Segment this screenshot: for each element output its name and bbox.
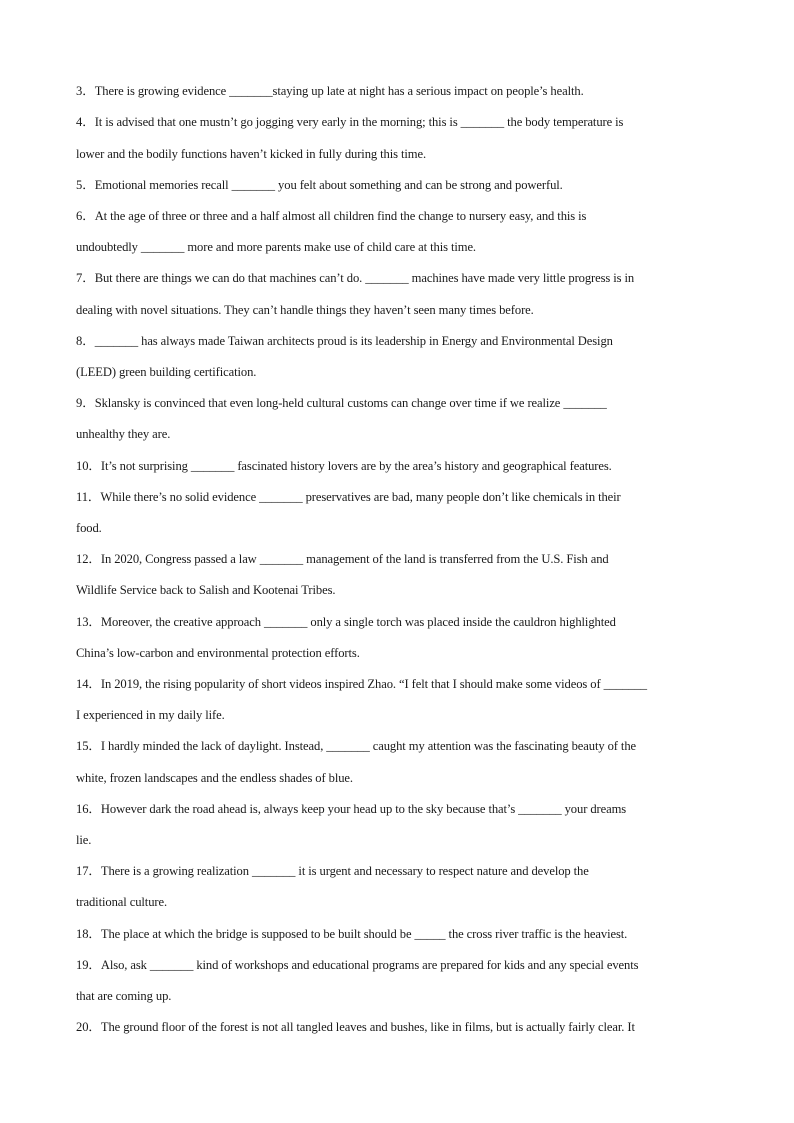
question-17-line-1: 17．There is a growing realization _______ it is urgent and necessary to respect nature and develop the: [76, 864, 589, 878]
question-13-line-1: 13．Moreover, the creative approach _______ only a single torch was placed inside the cauldron highlighted: [76, 615, 616, 629]
question-10-line-1: 10．It’s not surprising _______ fascinated history lovers are by the area’s history and geographical features.: [76, 459, 612, 473]
question-19-line-1: 19．Also, ask _______ kind of workshops and educational programs are prepared for kids and any special events: [76, 958, 639, 972]
question-8-line-1: 8．_______ has always made Taiwan architects proud is its leadership in Energy and Environmental Design: [76, 334, 613, 348]
question-12-line-1: 12．In 2020, Congress passed a law _______ management of the land is transferred from the U.S. Fish and: [76, 552, 609, 566]
question-13-line-2: China’s low-carbon and environmental protection efforts.: [76, 646, 360, 660]
question-6-line-1: 6．At the age of three or three and a half almost all children find the change to nursery easy, and this is: [76, 209, 587, 223]
question-9-line-2: unhealthy they are.: [76, 427, 171, 441]
question-4-line-1: 4．It is advised that one mustn’t go jogging very early in the morning; this is _______ the body temperature is: [76, 115, 624, 129]
question-11-line-1: 11．While there’s no solid evidence _______ preservatives are bad, many people don’t like chemicals in their: [76, 490, 621, 504]
question-6-line-2: undoubtedly _______ more and more parents make use of child care at this time.: [76, 240, 476, 254]
question-19-line-2: that are coming up.: [76, 989, 172, 1003]
question-7-line-2: dealing with novel situations. They can’t handle things they haven’t seen many times before.: [76, 303, 534, 317]
question-18-line-1: 18．The place at which the bridge is supposed to be built should be _____ the cross river traffic is the heaviest.: [76, 927, 628, 941]
question-12-line-2: Wildlife Service back to Salish and Kootenai Tribes.: [76, 583, 336, 597]
question-3-line-1: 3．There is growing evidence _______staying up late at night has a serious impact on people’s health.: [76, 84, 584, 98]
question-5-line-1: 5．Emotional memories recall _______ you felt about something and can be strong and powerful.: [76, 178, 563, 192]
question-16-line-2: lie.: [76, 833, 92, 847]
question-4-line-2: lower and the bodily functions haven’t kicked in fully during this time.: [76, 147, 427, 161]
question-16-line-1: 16．However dark the road ahead is, always keep your head up to the sky because that’s _______ your dreams: [76, 802, 627, 816]
question-7-line-1: 7．But there are things we can do that machines can’t do. _______ machines have made very little progress is in: [76, 271, 635, 285]
question-15-line-2: white, frozen landscapes and the endless shades of blue.: [76, 771, 353, 785]
question-20-line-1: 20．The ground floor of the forest is not all tangled leaves and bushes, like in films, but is actually fairly clear. It: [76, 1020, 635, 1034]
question-8-line-2: (LEED) green building certification.: [76, 365, 257, 379]
question-14-line-1: 14．In 2019, the rising popularity of short videos inspired Zhao. “I felt that I should make some videos of _______: [76, 677, 647, 691]
question-11-line-2: food.: [76, 521, 102, 535]
question-9-line-1: 9．Sklansky is convinced that even long-held cultural customs can change over time if we realize _______: [76, 396, 607, 410]
question-14-line-2: I experienced in my daily life.: [76, 708, 225, 722]
question-15-line-1: 15．I hardly minded the lack of daylight. Instead, _______ caught my attention was the fascinating beauty of the: [76, 739, 637, 753]
question-17-line-2: traditional culture.: [76, 895, 168, 909]
